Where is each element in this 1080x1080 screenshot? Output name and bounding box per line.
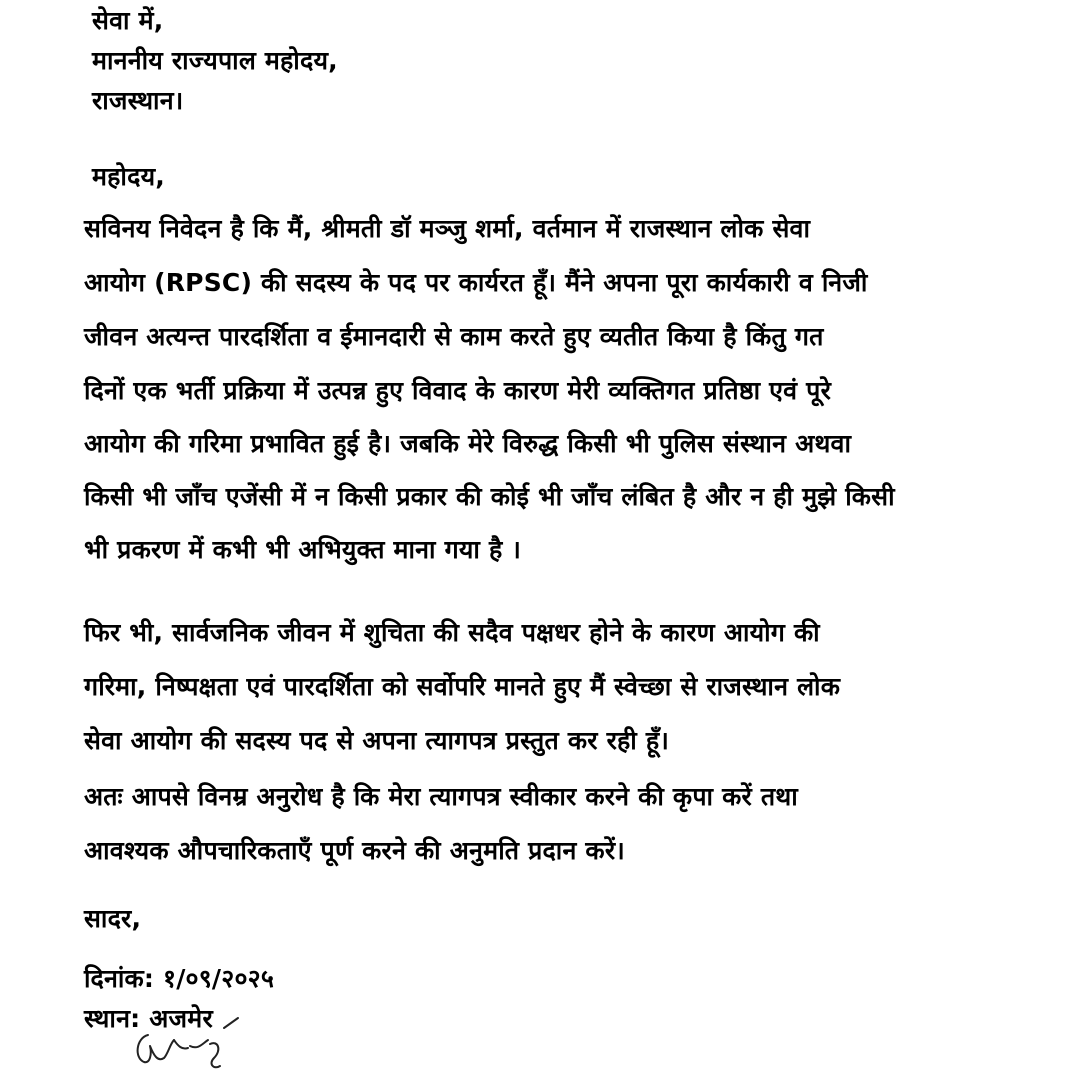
paragraph-2-line: सेवा आयोग की सदस्य पद से अपना त्यागपत्र प्रस्तुत कर रही हूँ। bbox=[84, 726, 670, 755]
paragraph-1-line: जीवन अत्यन्त पारदर्शिता व ईमानदारी से काम करते हुए व्यतीत किया है किंतु गत bbox=[84, 322, 824, 351]
closing: सादर, bbox=[84, 904, 142, 933]
paragraph-1-line: आयोग (RPSC) की सदस्य के पद पर कार्यरत हूँ। मैंने अपना पूरा कार्यकारी व निजी bbox=[84, 268, 868, 297]
paragraph-1-line: किसी भी जाँच एजेंसी में न किसी प्रकार की कोई भी जाँच लंबित है और न ही मुझे किसी bbox=[84, 482, 895, 511]
address-to: सेवा में, bbox=[92, 6, 164, 35]
signature-image bbox=[128, 1010, 248, 1080]
paragraph-1-line: आयोग की गरिमा प्रभावित हुई है। जबकि मेरे विरुद्ध किसी भी पुलिस संस्थान अथवा bbox=[84, 429, 852, 458]
paragraph-2-line: फिर भी, सार्वजनिक जीवन में शुचिता की सदैव पक्षधर होने के कारण आयोग की bbox=[84, 618, 820, 647]
address-recipient: माननीय राज्यपाल महोदय, bbox=[92, 46, 338, 75]
paragraph-1-line: दिनों एक भर्ती प्रक्रिया में उत्पन्न हुए विवाद के कारण मेरी व्यक्तिगत प्रतिष्ठा एवं पूरे bbox=[84, 376, 832, 405]
paragraph-2-line: गरिमा, निष्पक्षता एवं पारदर्शिता को सर्वोपरि मानते हुए मैं स्वेच्छा से राजस्थान लोक bbox=[84, 672, 841, 701]
place-line: स्थान: अजमेर bbox=[84, 1004, 213, 1033]
paragraph-3-line: आवश्यक औपचारिकताएँ पूर्ण करने की अनुमति प्रदान करें। bbox=[84, 836, 625, 865]
address-state: राजस्थान। bbox=[92, 86, 184, 115]
paragraph-3-line: अतः आपसे विनम्र अनुरोध है कि मेरा त्यागपत्र स्वीकार करने की कृपा करें तथा bbox=[84, 782, 798, 811]
paragraph-1-line: भी प्रकरण में कभी भी अभियुक्त माना गया है । bbox=[84, 535, 522, 564]
salutation: महोदय, bbox=[92, 162, 165, 191]
date-line: दिनांक: १/०९/२०२५ bbox=[84, 964, 275, 993]
paragraph-1-line: सविनय निवेदन है कि मैं, श्रीमती डॉ मञ्जु शर्मा, वर्तमान में राजस्थान लोक सेवा bbox=[84, 214, 811, 243]
